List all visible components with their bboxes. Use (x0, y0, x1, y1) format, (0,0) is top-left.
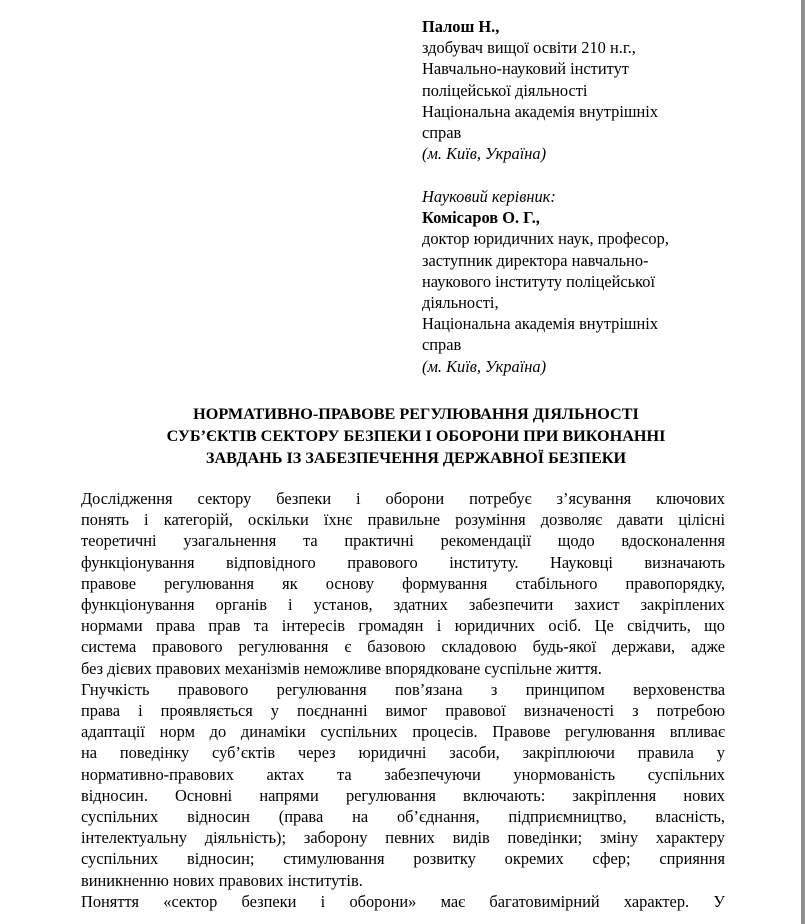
author-line: Національна академія внутрішніх (422, 101, 659, 121)
text-line: суспільних відносин (права на об’єднання, підприємництво, власність, (81, 807, 725, 827)
text-line: Поняття «сектор безпеки і оборони» має багатовимірний характер. У (81, 891, 725, 911)
text-line: нормами права прав та інтересів громадян і юридичних осіб. Це свідчить, що (81, 616, 725, 636)
title-line: НОРМАТИВНО-ПРАВОВЕ РЕГУЛЮВАННЯ ДІЯЛЬНОСТІ (193, 405, 639, 423)
text-line: функціонування відповідного правового інституту. Науковці визначають (81, 552, 725, 572)
page-edge-shadow (801, 0, 805, 924)
text-line: відносин. Основні напрями регулювання включають: закріплення нових (81, 785, 725, 805)
supervisor-line: заступник директора навчально- (422, 250, 649, 270)
paragraph (81, 679, 725, 891)
text-line: виникненню нових правових інститутів. (81, 870, 363, 890)
author-line: поліцейської діяльності (422, 80, 588, 100)
author-line: здобувач вищої освіти 210 н.г., (422, 38, 636, 58)
text-line: права і проявляється у поєднанні вимог правової визначеності з потребою (81, 701, 725, 721)
author-info (422, 16, 725, 164)
text-line: понять і категорій, оскільки їхнє правильне розуміння дозволяє давати цілісні (81, 510, 725, 530)
text-line: система правового регулювання є базовою складовою будь-якої держави, адже (81, 637, 725, 657)
supervisor-line: справ (422, 335, 462, 355)
author-line: справ (422, 123, 462, 143)
text-line: функціонування органів і установ, здатних забезпечити захист закріплених (81, 595, 725, 615)
text-line: Дослідження сектору безпеки і оборони потребує з’ясування ключових (81, 489, 725, 508)
text-line: Гнучкість правового регулювання пов’язана з принципом верховенства (81, 679, 725, 699)
text-line: теоретичні узагальнення та практичні рекомендації щодо вдосконалення (81, 531, 725, 551)
supervisor-name: Комісаров О. Г., (422, 208, 540, 228)
text-line: на поведінку суб’єктів через юридичні засоби, закріплюючи правила у (81, 743, 725, 763)
supervisor-location: (м. Київ, Україна) (422, 356, 547, 376)
article-body (81, 488, 725, 912)
text-line: правове регулювання як основу формування стабільного правопорядку, (81, 573, 725, 593)
title-line: ЗАВДАНЬ ІЗ ЗАБЕЗПЕЧЕННЯ ДЕРЖАВНОЇ БЕЗПЕКИ (205, 449, 627, 467)
text-line: без дієвих правових механізмів неможливе впорядковане суспільне життя. (81, 658, 602, 678)
supervisor-info (422, 186, 725, 377)
author-line: Навчально-науковий інститут (422, 59, 629, 79)
supervisor-line: діяльності, (422, 293, 499, 313)
author-location: (м. Київ, Україна) (422, 144, 547, 164)
supervisor-line: наукового інституту поліцейської (422, 271, 656, 291)
supervisor-line: доктор юридичних наук, професор, (422, 229, 669, 249)
article-title (80, 403, 752, 469)
supervisor-heading: Науковий керівник: (422, 187, 556, 206)
paragraph (81, 891, 725, 912)
supervisor-line: Національна академія внутрішніх (422, 314, 659, 334)
text-line: нормативно-правових актах та забезпечуючи унормованість суспільних (81, 764, 725, 784)
text-line: суспільних відносин; стимулювання розвитку окремих сфер; сприяння (81, 849, 725, 869)
text-line: інтелектуальну діяльність); заборону певних видів поведінки; зміну характеру (81, 828, 725, 848)
title-line: СУБ’ЄКТІВ СЕКТОРУ БЕЗПЕКИ І ОБОРОНИ ПРИ ВИКОНАННІ (166, 427, 666, 445)
author-name: Палош Н., (422, 17, 500, 36)
paragraph (81, 488, 725, 679)
text-line: адаптації норм до динаміки суспільних процесів. Правове регулювання впливає (81, 722, 725, 742)
